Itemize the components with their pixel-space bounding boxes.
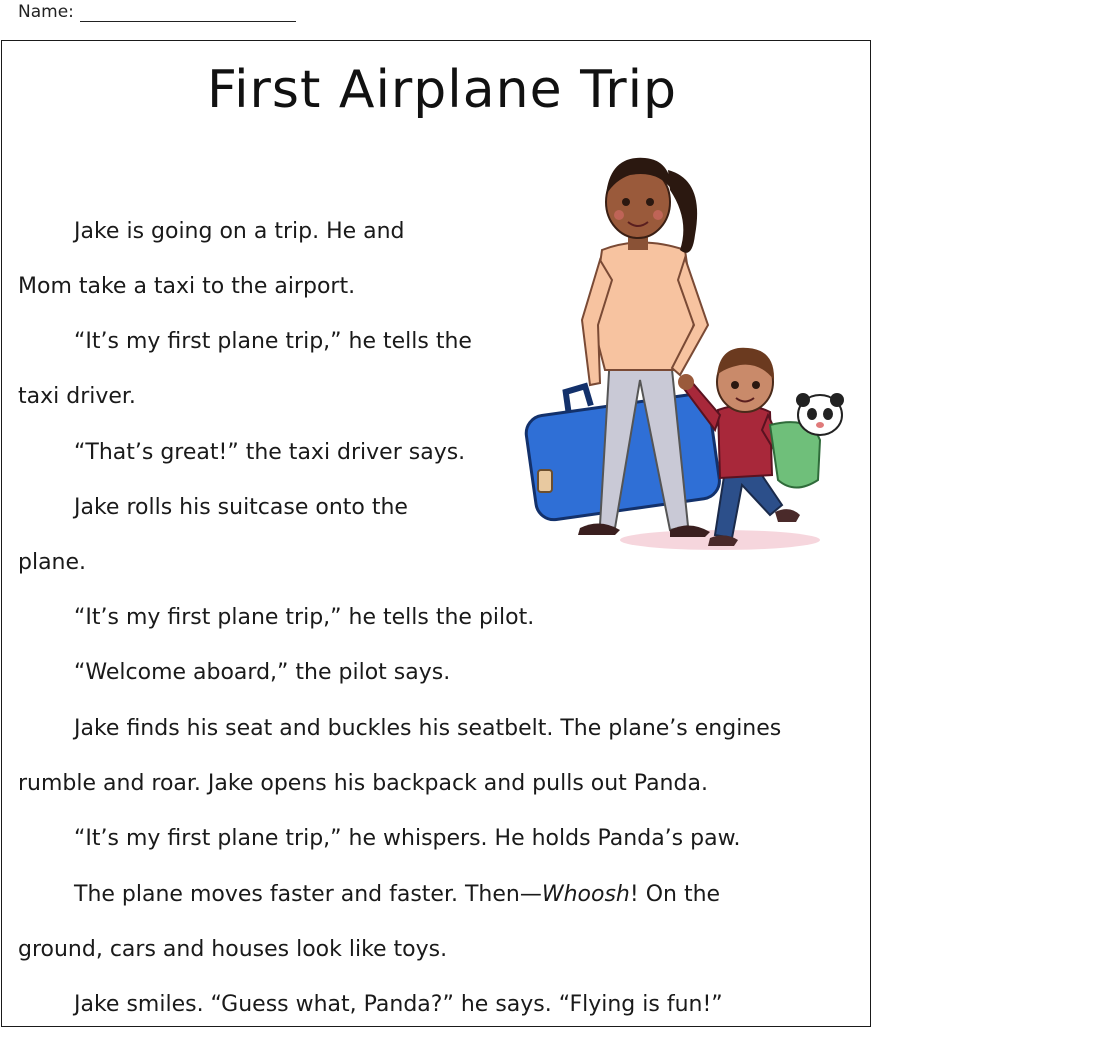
mom-and-boy-illustration [520, 140, 860, 560]
story-line: ground, cars and houses look like toys. [18, 937, 448, 962]
story-line: Jake rolls his suitcase onto the [74, 495, 408, 520]
story-line: Jake is going on a trip. He and [74, 219, 405, 244]
story-line: rumble and roar. Jake opens his backpack and pulls out Panda. [18, 771, 708, 796]
story-text-run: The plane moves faster and faster. Then— [74, 882, 542, 907]
story-line: “Welcome aboard,” the pilot says. [74, 660, 451, 685]
panda-plush-icon [796, 393, 844, 435]
story-line: “It’s my first plane trip,” he tells the [74, 329, 472, 354]
name-label: Name: [18, 2, 74, 22]
story-line [74, 884, 720, 906]
story-line: “That’s great!” the taxi driver says. [74, 440, 466, 465]
story-line: taxi driver. [18, 384, 136, 409]
story-italic-word: Whoosh [541, 882, 630, 907]
story-line: Mom take a taxi to the airport. [18, 274, 356, 299]
story-line: Jake smiles. “Guess what, Panda?” he says. “Flying is fun!” [74, 992, 723, 1017]
story-text-run: ! On the [629, 882, 721, 907]
story-line: plane. [18, 550, 87, 575]
story-line: “It’s my first plane trip,” he whispers. He holds Panda’s paw. [74, 826, 741, 851]
name-field [18, 2, 296, 22]
story-line: Jake finds his seat and buckles his seatbelt. The plane’s engines [74, 716, 782, 741]
name-blank-line[interactable] [80, 5, 296, 22]
story-line: “It’s my first plane trip,” he tells the pilot. [74, 605, 535, 630]
page-title: First Airplane Trip [206, 60, 678, 120]
